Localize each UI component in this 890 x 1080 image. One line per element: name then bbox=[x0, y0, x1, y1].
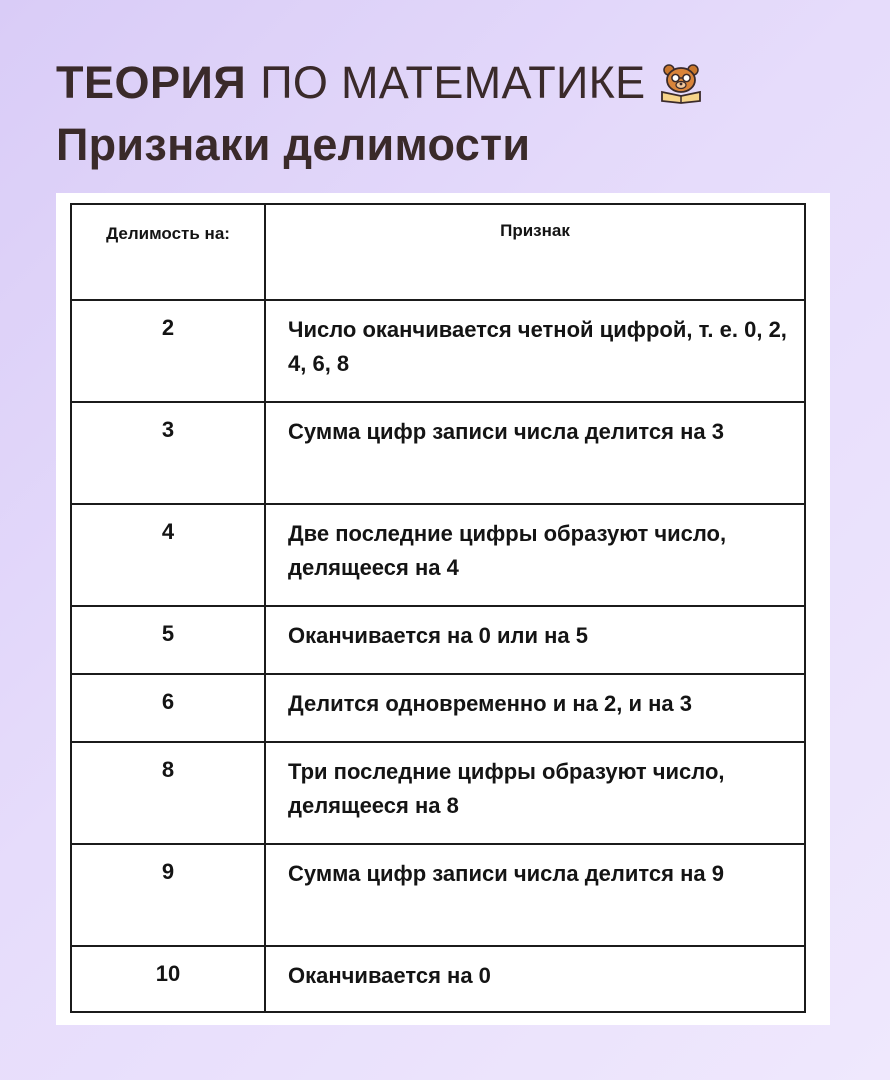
divisibility-table bbox=[70, 203, 806, 1013]
divisor-cell: 10 bbox=[71, 946, 265, 1012]
divisor-cell: 6 bbox=[71, 674, 265, 742]
rule-cell: Сумма цифр записи числа делится на 3 bbox=[265, 402, 805, 504]
table-row bbox=[71, 674, 805, 742]
table-row bbox=[71, 844, 805, 946]
rule-cell: Оканчивается на 0 или на 5 bbox=[265, 606, 805, 674]
rule-cell: Делится одновременно и на 2, и на 3 bbox=[265, 674, 805, 742]
table-row bbox=[71, 606, 805, 674]
title-line bbox=[56, 58, 704, 108]
divisor-cell: 3 bbox=[71, 402, 265, 504]
rule-cell: Оканчивается на 0 bbox=[265, 946, 805, 1012]
rule-cell: Три последние цифры образуют число, делящееся на 8 bbox=[265, 742, 805, 844]
divisor-cell: 4 bbox=[71, 504, 265, 606]
divisor-cell: 2 bbox=[71, 300, 265, 402]
rule-cell: Число оканчивается четной цифрой, т. е. 0, 2, 4, 6, 8 bbox=[265, 300, 805, 402]
rule-cell: Сумма цифр записи числа делится на 9 bbox=[265, 844, 805, 946]
page-header bbox=[56, 58, 704, 170]
col-header-divisor bbox=[71, 204, 265, 300]
col-header-rule: Признак bbox=[265, 204, 805, 300]
page-subtitle: Признаки делимости bbox=[56, 119, 531, 170]
title-light: ПО МАТЕМАТИКЕ bbox=[260, 57, 646, 108]
table-row bbox=[71, 742, 805, 844]
divisor-cell: 8 bbox=[71, 742, 265, 844]
divisor-cell: 9 bbox=[71, 844, 265, 946]
rule-cell: Две последние цифры образуют число, делящееся на 4 bbox=[265, 504, 805, 606]
table-card bbox=[56, 193, 830, 1025]
table-header-row bbox=[71, 204, 805, 300]
table-row bbox=[71, 402, 805, 504]
title-bold: ТЕОРИЯ bbox=[56, 57, 247, 108]
table-row bbox=[71, 504, 805, 606]
bear-book-icon bbox=[658, 62, 704, 104]
table-row bbox=[71, 300, 805, 402]
divisor-cell: 5 bbox=[71, 606, 265, 674]
col-header-divisor-label: Делимость на: bbox=[106, 224, 230, 243]
table-row bbox=[71, 946, 805, 1012]
